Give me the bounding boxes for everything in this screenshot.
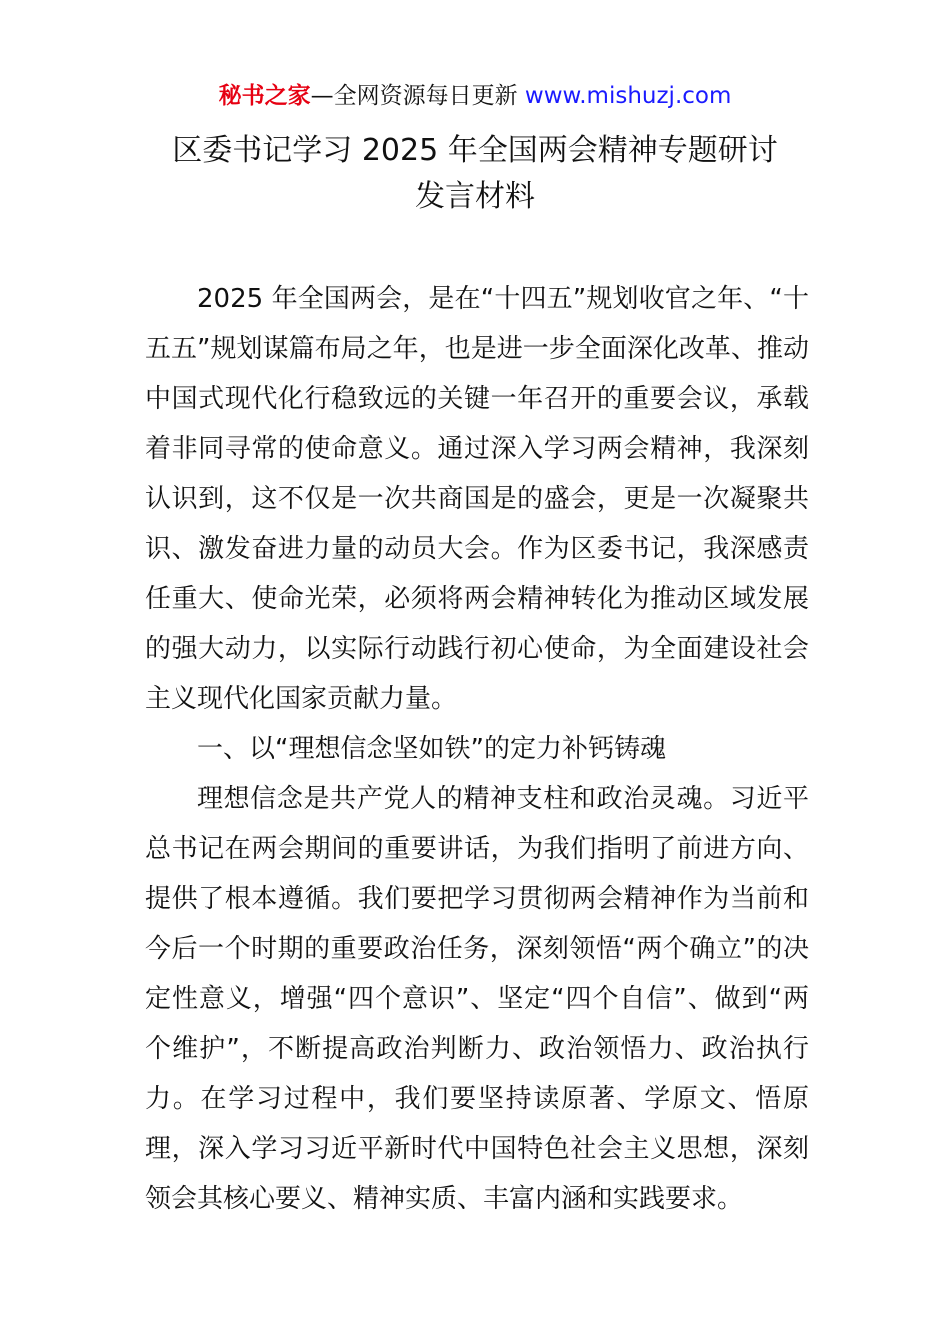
site-header — [0, 80, 950, 112]
paragraph-intro: 2025 年全国两会，是在“十四五”规划收官之年、“十五五”规划谋篇布局之年，也是进一步全面深化改革、推动中国式现代化行稳致远的关键一年召开的重要会议，承载着非同寻常的使命意义。通过深入学习两会精神，我深刻认识到，这不仅是一次共商国是的盛会，更是一次凝聚共识、激发奋进力量的动员大会。作为区委书记，我深感责任重大、使命光荣，必须将两会精神转化为推动区域发展的强大动力，以实际行动践行初心使命，为全面建设社会主义现代化国家贡献力量。 — [145, 284, 809, 714]
document-body — [145, 274, 809, 1224]
section-heading-1: 一、以“理想信念坚如铁”的定力补钙铸魂 — [197, 734, 666, 764]
title-line-2: 发言材料 — [415, 179, 535, 214]
title-line-1: 区委书记学习 2025 年全国两会精神专题研讨 — [172, 133, 778, 168]
paragraph-section-1: 理想信念是共产党人的精神支柱和政治灵魂。习近平总书记在两会期间的重要讲话，为我们指明了前进方向、提供了根本遵循。我们要把学习贯彻两会精神作为当前和今后一个时期的重要政治任务，深刻领悟“两个确立”的决定性意义，增强“四个意识”、坚定“四个自信”、做到“两个维护”，不断提高政治判断力、政治领悟力、政治执行力。在学习过程中，我们要坚持读原著、学原文、悟原理，深入学习习近平新时代中国特色社会主义思想，深刻领会其核心要义、精神实质、丰富内涵和实践要求。 — [145, 784, 809, 1214]
site-url-link[interactable]: www.mishuzj.com — [524, 83, 732, 109]
document-title — [100, 128, 850, 220]
header-tagline: —全网资源每日更新 — [310, 83, 525, 109]
brand-name: 秘书之家 — [218, 83, 311, 109]
